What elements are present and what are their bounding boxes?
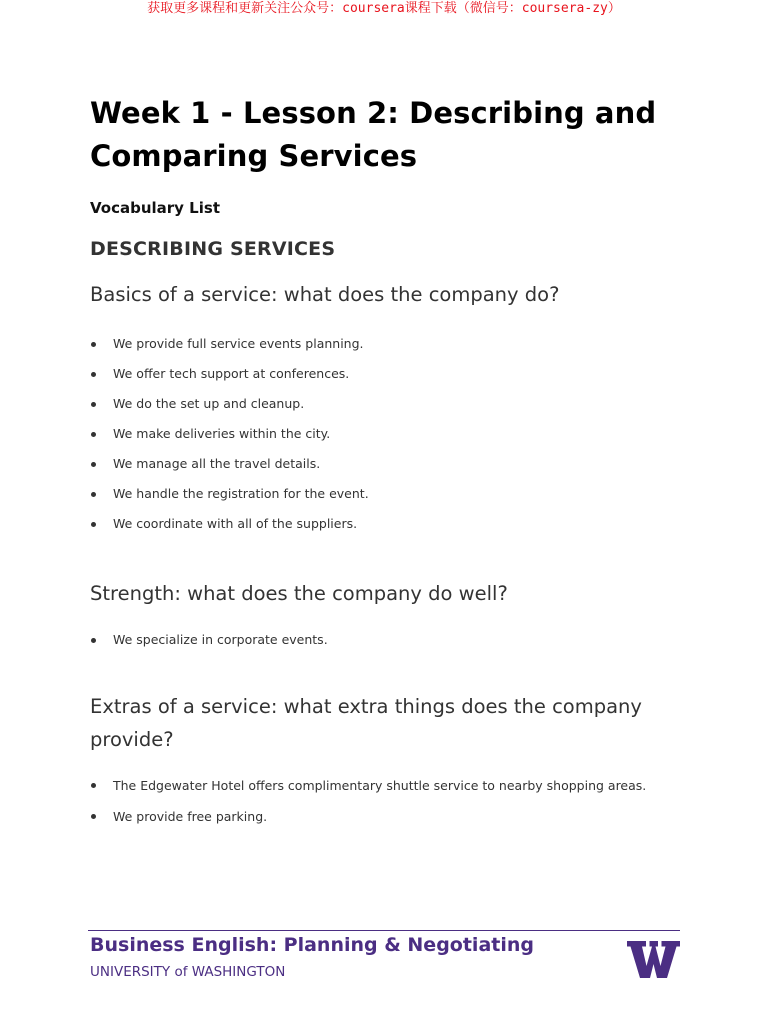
list-item (90, 329, 690, 359)
list-item (90, 770, 690, 801)
list-item (90, 419, 690, 449)
list-item (90, 389, 690, 419)
list-item-text: We specialize in corporate events. (113, 632, 328, 647)
list-item (90, 449, 690, 479)
section-basics (90, 278, 690, 539)
list-item (90, 479, 690, 509)
watermark-banner: 获取更多课程和更新关注公众号：coursera课程下载（微信号：coursera-zy） (147, 1, 621, 16)
list-item-text: We offer tech support at conferences. (113, 366, 350, 381)
extras-list (90, 770, 690, 832)
list-item (90, 625, 690, 655)
list-item-text: We provide free parking. (113, 809, 268, 824)
bullet-icon (91, 372, 96, 377)
uw-w-logo-icon (627, 941, 680, 978)
bullet-icon (91, 814, 96, 819)
bullet-icon (91, 638, 96, 643)
document-body (90, 92, 690, 832)
list-item-text: We provide full service events planning. (113, 336, 364, 351)
strength-heading: Strength: what does the company do well? (90, 582, 508, 605)
footer-divider (88, 930, 680, 931)
list-item-text: We manage all the travel details. (113, 456, 321, 471)
vocabulary-list-label: Vocabulary List (90, 199, 220, 217)
list-item-text: We make deliveries within the city. (113, 426, 331, 441)
bullet-icon (91, 342, 96, 347)
basics-list (90, 329, 690, 539)
bullet-icon (91, 783, 96, 788)
bullet-icon (91, 402, 96, 407)
footer-university: UNIVERSITY of WASHINGTON (90, 964, 286, 980)
list-item (90, 801, 690, 832)
list-item-text: We coordinate with all of the suppliers. (113, 516, 358, 531)
list-item (90, 509, 690, 539)
strength-list (90, 625, 690, 655)
bullet-icon (91, 492, 96, 497)
extras-heading: Extras of a service: what extra things does the company provide? (90, 695, 642, 751)
footer-course-title: Business English: Planning & Negotiating (90, 934, 534, 956)
bullet-icon (91, 522, 96, 527)
list-item-text: We handle the registration for the event. (113, 486, 369, 501)
bullet-icon (91, 462, 96, 467)
section-strength (90, 577, 690, 655)
list-item-text: We do the set up and cleanup. (113, 396, 305, 411)
basics-heading: Basics of a service: what does the company do? (90, 283, 560, 306)
page-title: Week 1 - Lesson 2: Describing and Comparing Services (90, 96, 657, 173)
section-extras (90, 690, 690, 832)
list-item-text: The Edgewater Hotel offers complimentary shuttle service to nearby shopping areas. (113, 778, 647, 793)
list-item (90, 359, 690, 389)
bullet-icon (91, 432, 96, 437)
section-heading: DESCRIBING SERVICES (90, 238, 336, 260)
